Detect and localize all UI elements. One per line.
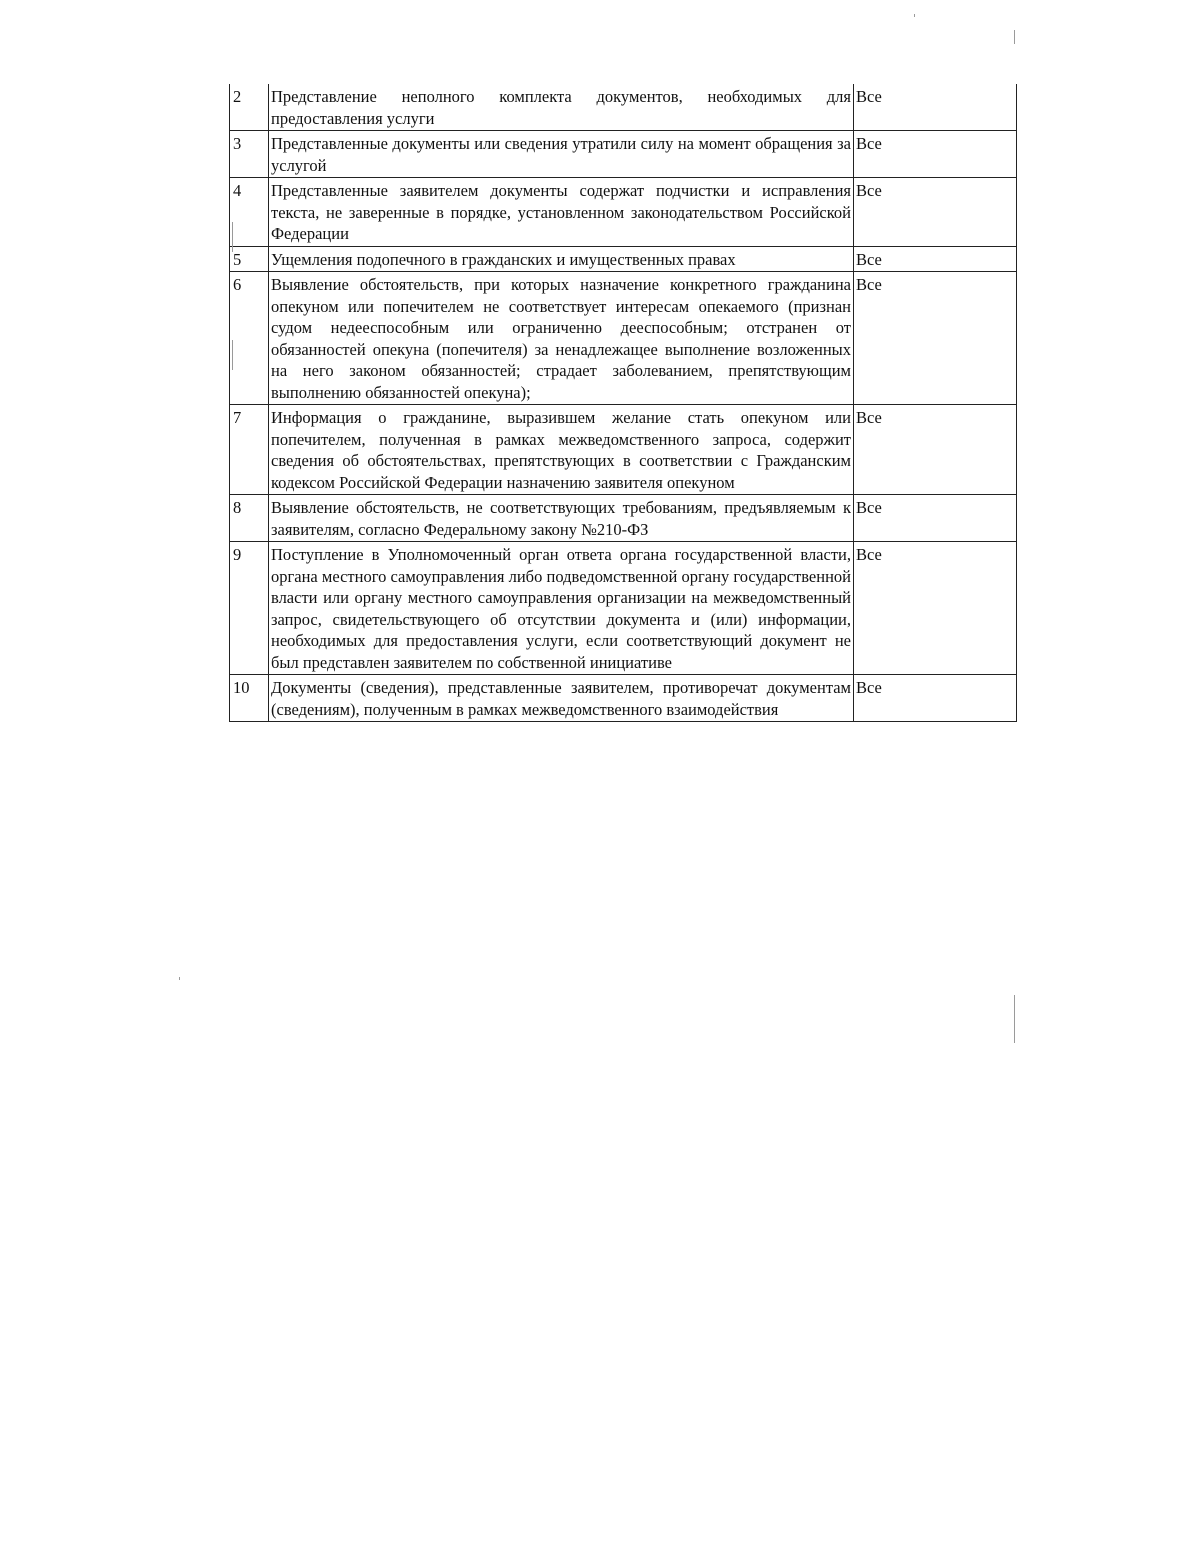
row-scope: Все (854, 178, 1017, 247)
row-scope: Все (854, 246, 1017, 272)
row-number: 3 (230, 131, 269, 178)
row-description: Информация о гражданине, выразившем желание стать опекуном или попечителем, полученная в рамках межведомственного запроса, содержит сведения об обстоятельствах, препятствующих в соответствии с Гражданским кодексом Российской Федерации назначению заявителя опекуном (269, 405, 854, 495)
row-scope: Все (854, 272, 1017, 405)
row-description: Поступление в Уполномоченный орган ответа органа государственной власти, органа местного самоуправления либо подведомственной органу государственной власти или органу местного самоуправления организации на межведомственный запрос, свидетельствующего об отсутствии документа и (или) информации, необходимых для предоставления услуги, если соответствующий документ не был представлен заявителем по собственной инициативе (269, 542, 854, 675)
row-description: Документы (сведения), представленные заявителем, противоречат документам (сведениям), полученным в рамках межведомственного взаимодействия (269, 675, 854, 722)
scan-artifact (179, 977, 180, 980)
row-number: 4 (230, 178, 269, 247)
table-row (230, 246, 1017, 272)
row-description: Выявление обстоятельств, не соответствующих требованиям, предъявляемым к заявителям, согласно Федеральному закону №210-ФЗ (269, 495, 854, 542)
row-scope: Все (854, 542, 1017, 675)
row-description: Представленные заявителем документы содержат подчистки и исправления текста, не заверенные в порядке, установленном законодательством Российской Федерации (269, 178, 854, 247)
table-row (230, 131, 1017, 178)
row-description: Выявление обстоятельств, при которых назначение конкретного гражданина опекуном или попечителем не соответствует интересам опекаемого (признан судом недееспособным или ограниченно дееспособным; отстранен от обязанностей опекуна (попечителя) за ненадлежащее выполнение возложенных на него законом обязанностей; страдает заболеванием, препятствующим выполнению обязанностей опекуна); (269, 272, 854, 405)
scan-artifact (1014, 995, 1015, 1043)
row-scope: Все (854, 131, 1017, 178)
table-row (230, 675, 1017, 722)
row-number: 9 (230, 542, 269, 675)
refusal-grounds-table (229, 84, 1017, 722)
row-number: 2 (230, 84, 269, 131)
table-row (230, 405, 1017, 495)
row-scope: Все (854, 405, 1017, 495)
scan-artifact (232, 340, 233, 370)
row-description: Представленные документы или сведения утратили силу на момент обращения за услугой (269, 131, 854, 178)
row-description: Ущемления подопечного в гражданских и имущественных правах (269, 246, 854, 272)
table-row (230, 84, 1017, 131)
scan-artifact (914, 14, 915, 17)
row-number: 5 (230, 246, 269, 272)
row-description: Представление неполного комплекта документов, необходимых для предоставления услуги (269, 84, 854, 131)
table-row (230, 272, 1017, 405)
row-scope: Все (854, 675, 1017, 722)
scan-artifact (1014, 30, 1015, 44)
table-row (230, 542, 1017, 675)
row-number: 10 (230, 675, 269, 722)
row-number: 7 (230, 405, 269, 495)
row-scope: Все (854, 495, 1017, 542)
table-row (230, 178, 1017, 247)
row-scope: Все (854, 84, 1017, 131)
row-number: 8 (230, 495, 269, 542)
scan-artifact (232, 222, 233, 252)
table-row (230, 495, 1017, 542)
row-number: 6 (230, 272, 269, 405)
